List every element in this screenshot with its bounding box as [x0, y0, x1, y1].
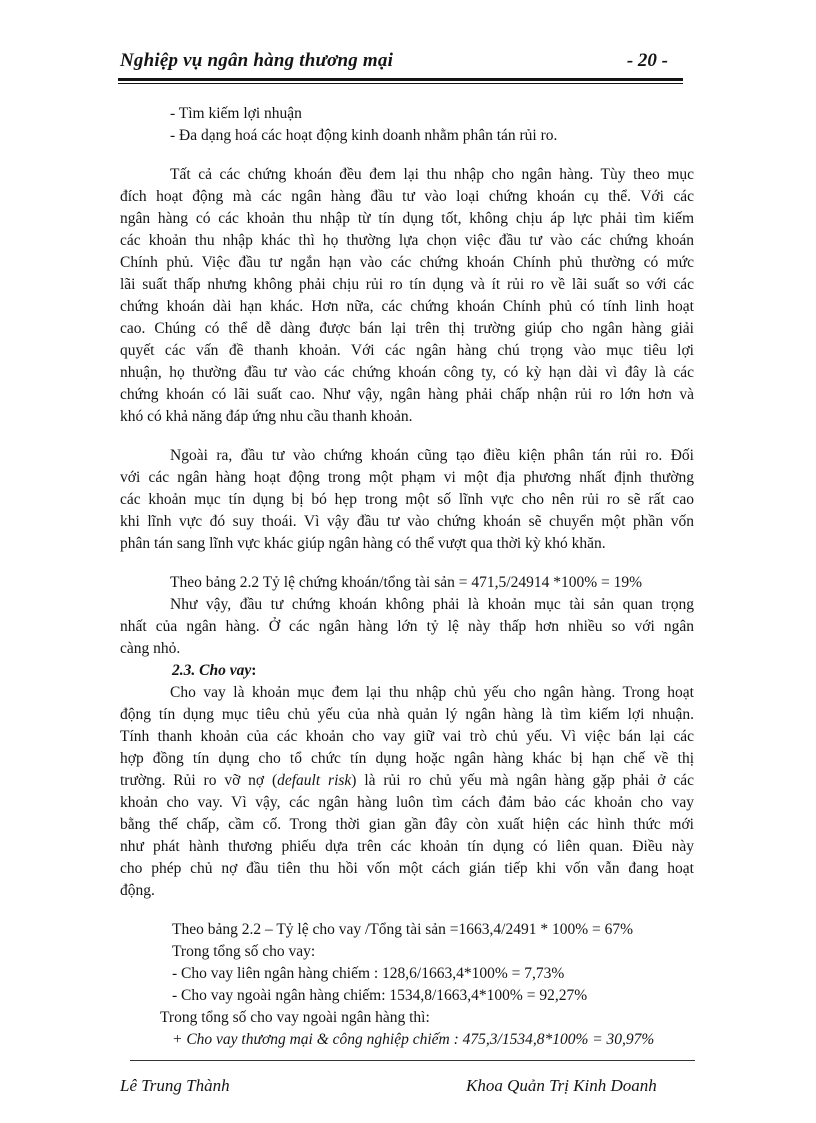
page-header — [120, 50, 680, 78]
text-line: Tính thanh khoản của các khoản cho vay giữ vai trò chủ yếu. Vì việc bán lại các — [120, 728, 694, 745]
loans-intro-line: Trong tổng số cho vay: — [172, 943, 316, 960]
text-line: nhất của ngân hàng. Ở các ngân hàng lớn tỷ lệ này thấp hơn nhiều so với ngân — [120, 618, 694, 635]
text-line: động. — [120, 882, 155, 899]
header-title: Nghiệp vụ ngân hàng thương mại — [120, 50, 394, 71]
text-line: Tất cả các chứng khoán đều đem lại thu nhập cho ngân hàng. Tùy theo mục — [170, 166, 694, 183]
text-fragment: trường. Rủi ro vỡ nợ ( — [120, 772, 278, 789]
text-line: phân tán sang lĩnh vực khác giúp ngân hàng có thể vượt qua thời kỳ khó khăn. — [120, 535, 606, 552]
securities-ratio-line: Theo bảng 2.2 Tỷ lệ chứng khoán/tổng tài sản = 471,5/24914 *100% = 19% — [170, 574, 643, 591]
section-heading-colon: : — [251, 662, 257, 679]
text-line: khoản cho vay. Vì vậy, các ngân hàng luôn tìm cách đảm bảo các khoản cho vay — [120, 794, 694, 811]
text-line: Cho vay là khoản mục đem lại thu nhập chủ yếu cho ngân hàng. Trong hoạt — [170, 684, 694, 701]
text-line: đích hoạt động mà các ngân hàng đầu tư vào loại chứng khoán cụ thể. Với các — [120, 188, 694, 205]
text-fragment: ) là rủi ro chủ yếu mà ngân hàng gặp phải ở các — [351, 772, 694, 789]
default-risk-term: default risk — [277, 772, 352, 789]
text-line: hợp đồng tín dụng cho tổ chức tín dụng hoặc ngân hàng khác bị hạn chế về thị — [120, 750, 694, 767]
text-line — [120, 771, 694, 791]
text-line: càng nhỏ. — [120, 640, 181, 657]
header-rule-thin — [118, 83, 683, 84]
interbank-loan-line: - Cho vay liên ngân hàng chiếm : 128,6/1663,4*100% = 7,73% — [172, 965, 565, 982]
text-line: chứng khoán dài hạn khác. Hơn nữa, các chứng khoán Chính phủ có tính linh hoạt — [120, 298, 694, 315]
external-loan-line: - Cho vay ngoài ngân hàng chiếm: 1534,8/1663,4*100% = 92,27% — [172, 987, 588, 1004]
section-heading — [172, 661, 256, 681]
text-line: như phát hành thương phiếu dựa trên các khoản tín dụng có liên quan. Điều này — [120, 838, 694, 855]
text-line: Chính phủ. Việc đầu tư ngắn hạn vào các chứng khoán Chính phủ thường có mức — [120, 254, 694, 271]
text-line: khi lĩnh vực đó suy thoái. Vì vậy đầu tư vào chứng khoán sẽ chuyển một phần vốn — [120, 513, 694, 530]
text-line: ngân hàng có các khoản thu nhập từ tín dụng tốt, không chịu áp lực phải tìm kiếm — [120, 210, 694, 227]
page-number: - 20 - — [626, 50, 668, 71]
loans-ratio-line: Theo bảng 2.2 – Tỷ lệ cho vay /Tổng tài sản =1663,4/2491 * 100% = 67% — [172, 921, 634, 938]
bullet-item: - Đa dạng hoá các hoạt động kinh doanh nhằm phân tán rủi ro. — [170, 127, 558, 144]
text-line: động tín dụng mục tiêu chủ yếu của nhà quản lý ngân hàng là tìm kiếm lợi nhuận. — [120, 706, 694, 723]
text-line: Như vậy, đầu tư chứng khoán không phải là khoản mục tài sản quan trọng — [170, 596, 694, 613]
commercial-loans-line: + Cho vay thương mại & công nghiệp chiếm : 475,3/1534,8*100% = 30,97% — [172, 1031, 655, 1048]
text-line: quyết các vấn đề thanh khoản. Với các ngân hàng chú trọng vào mục tiêu lợi — [120, 342, 694, 359]
text-line: Ngoài ra, đầu tư vào chứng khoán cũng tạo điều kiện phân tán rủi ro. Đối — [170, 447, 694, 464]
footer-rule — [130, 1060, 695, 1061]
text-line: lãi suất thấp nhưng không phải chịu rủi ro tín dụng và ít rủi ro về lãi suất so với các — [120, 276, 694, 293]
text-line: cho phép chủ nợ đầu tiên thu hồi vốn một cách gián tiếp khi vốn vẫn đang hoạt — [120, 860, 694, 877]
text-line: cao. Chúng có thể dễ dàng được bán lại trên thị trường giúp cho ngân hàng giải — [120, 320, 694, 337]
text-line: với các ngân hàng hoạt động trong một phạm vi một địa phương nhất định thường — [120, 469, 694, 486]
text-line: nhuận, họ thường đầu tư vào các chứng khoán công ty, có kỳ hạn dài vì đây là các — [120, 364, 694, 381]
footer-faculty: Khoa Quản Trị Kinh Doanh — [466, 1076, 657, 1095]
section-heading-text: 2.3. Cho vay — [172, 662, 252, 679]
bullet-item: - Tìm kiếm lợi nhuận — [170, 105, 302, 122]
external-intro-line: Trong tổng số cho vay ngoài ngân hàng thì: — [160, 1009, 430, 1026]
header-rule — [118, 78, 683, 81]
text-line: chứng khoán có lãi suất cao. Như vậy, ngân hàng phải chấp nhận rủi ro lớn hơn và — [120, 386, 694, 403]
text-line: các khoản thu nhập khác thì họ thường lựa chọn việc đầu tư vào các chứng khoán — [120, 232, 694, 249]
text-line: các khoản mục tín dụng bị bó hẹp trong một số lĩnh vực cho nên rủi ro sẽ rất cao — [120, 491, 694, 508]
text-line: khó có khả năng đáp ứng nhu cầu thanh khoản. — [120, 408, 413, 425]
text-line: bằng thế chấp, cầm cố. Trong thời gian gần đây còn xuất hiện các hình thức mới — [120, 816, 694, 833]
footer-author: Lê Trung Thành — [120, 1076, 230, 1095]
